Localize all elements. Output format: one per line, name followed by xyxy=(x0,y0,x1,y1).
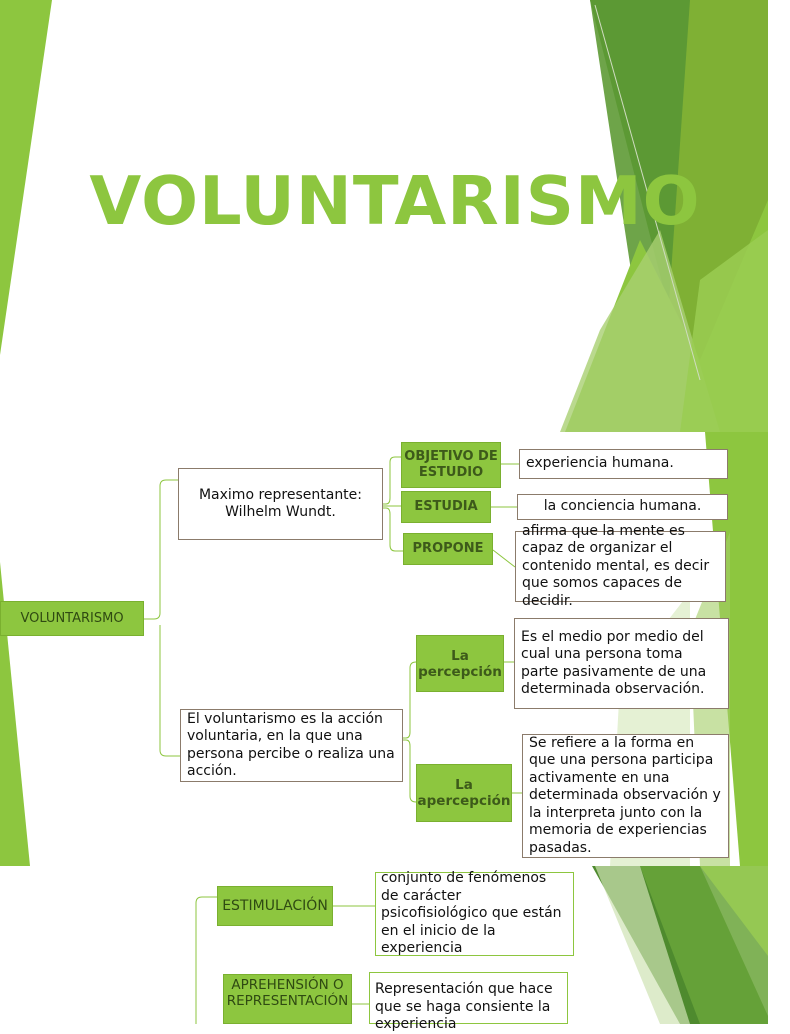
representative-box: Maximo representante: Wilhelm Wundt. xyxy=(178,468,383,540)
propone-label: PROPONE xyxy=(403,533,493,565)
estudia-value: la conciencia humana. xyxy=(517,494,728,520)
aprehension-value: Representación que hace que se haga consiente la experiencia xyxy=(369,972,568,1024)
objetivo-value: experiencia humana. xyxy=(519,449,728,479)
estimulacion-value: conjunto de fenómenos de carácter psicofisiológico que están en el inicio de la experiencia xyxy=(375,872,574,956)
percepcion-value: Es el medio por medio del cual una persona toma parte pasivamente de una determinada observación. xyxy=(514,618,729,709)
apercepcion-value: Se refiere a la forma en que una persona participa activamente en una determinada observación y la interpreta junto con la memoria de experiencias pasadas. xyxy=(522,734,729,858)
estimulacion-label: ESTIMULACIÓN xyxy=(217,886,333,926)
definition-box: El voluntarismo es la acción voluntaria, en la que una persona percibe o realiza una acción. xyxy=(180,709,403,782)
aprehension-label: APREHENSIÓN O REPRESENTACIÓN xyxy=(223,974,352,1024)
apercepcion-label: La apercepción xyxy=(416,764,512,822)
percepcion-label: La percepción xyxy=(416,635,504,692)
estudia-label: ESTUDIA xyxy=(401,491,491,523)
process-slide xyxy=(0,866,768,1032)
concept-map-slide xyxy=(0,432,768,866)
objetivo-label: OBJETIVO DE ESTUDIO xyxy=(401,442,501,488)
root-node-voluntarismo: VOLUNTARISMO xyxy=(0,601,144,636)
title-slide xyxy=(0,0,768,432)
propone-value: afirma que la mente es capaz de organizar el contenido mental, es decir que somos capaces de decidir. xyxy=(515,531,726,602)
page-title: VOLUNTARISMO xyxy=(89,162,701,240)
